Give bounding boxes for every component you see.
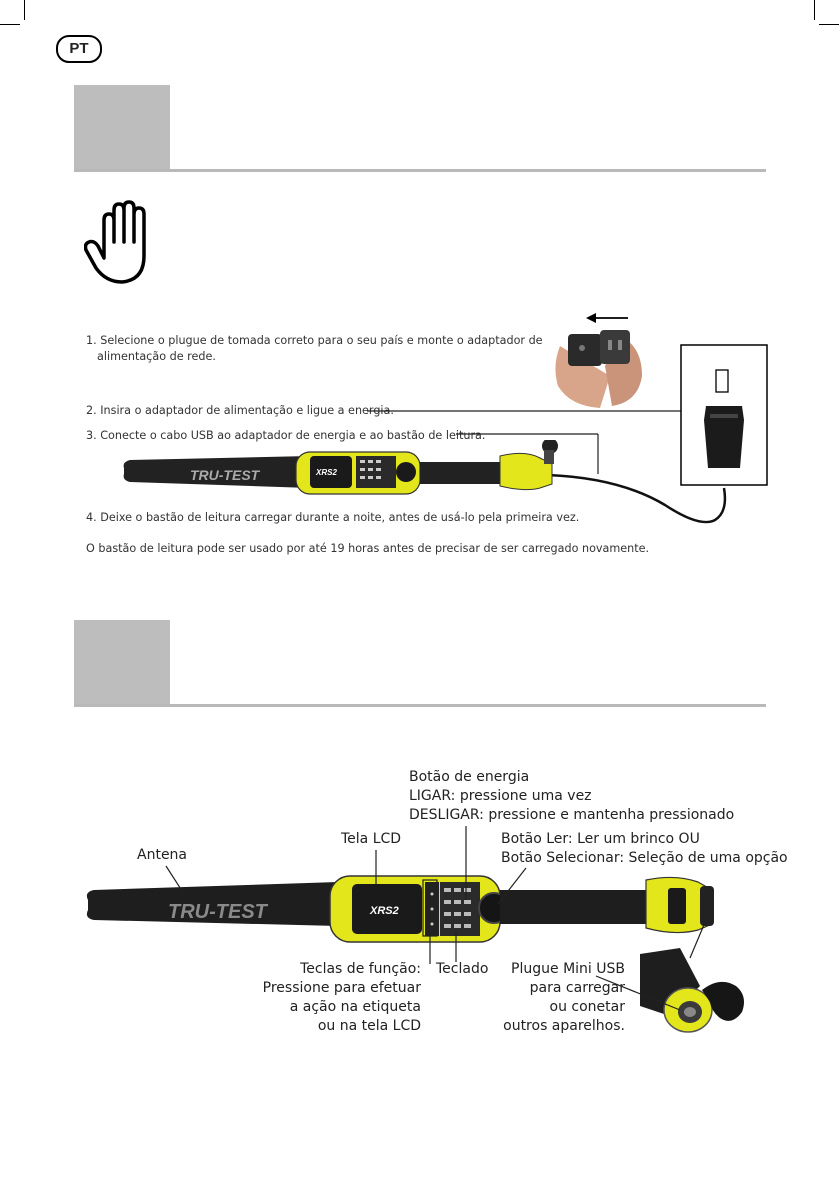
charge-note: O bastão de leitura pode ser usado por até 19 horas antes de precisar de ser carregado novamente. [86, 542, 650, 555]
step-2: 2. Insira o adaptador de alimentação e ligue a energia. [86, 404, 394, 417]
step-4: 4. Deixe o bastão de leitura carregar durante a noite, antes de usá-lo pela primeira vez. [86, 511, 580, 524]
wand-large-model: XRS2 [370, 905, 399, 917]
select-button-label: Botão Selecionar: Seleção de uma opção [501, 850, 788, 866]
function-keys-label-3: a ação na etiqueta [289, 999, 421, 1015]
antenna-label: Antena [137, 847, 188, 863]
lcd-label: Tela LCD [341, 831, 402, 847]
power-off-label: DESLIGAR: pressione e mantenha pressionado [409, 807, 735, 823]
keypad-label: Teclado [436, 961, 489, 977]
read-button-label: Botão Ler: Ler um brinco OU [501, 831, 700, 847]
step-3: 3. Conecte o cabo USB ao adaptador de energia e ao bastão de leitura. [86, 429, 486, 442]
language-badge: PT [56, 35, 102, 63]
power-on-label: LIGAR: pressione uma vez [409, 788, 592, 804]
usb-label-1: Plugue Mini USB [511, 961, 625, 977]
function-keys-label-2: Pressione para efetuar [262, 980, 421, 996]
usb-label-2: para carregar [529, 980, 625, 996]
function-keys-label-4: ou na tela LCD [317, 1018, 421, 1034]
usb-label-4: outros aparelhos. [503, 1018, 625, 1034]
power-button-label: Botão de energia [409, 769, 530, 785]
usb-label-3: ou conetar [549, 999, 625, 1015]
step-1-line-2: alimentação de rede. [97, 350, 216, 363]
wand-small-model: XRS2 [316, 468, 337, 477]
wand-small-brand: TRU-TEST [190, 467, 260, 483]
wand-large-brand: TRU-TEST [168, 901, 267, 923]
function-keys-label-1: Teclas de função: [300, 961, 421, 977]
step-1-line-1: 1. Selecione o plugue de tomada correto para o seu país e monte o adaptador de [86, 334, 543, 347]
